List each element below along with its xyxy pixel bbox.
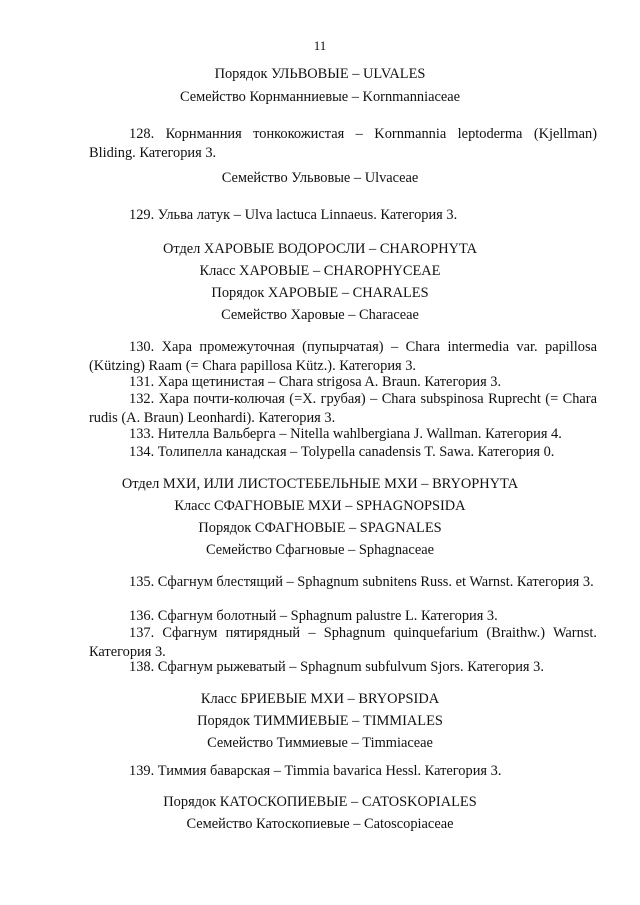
heading-division-charophyta: Отдел ХАРОВЫЕ ВОДОРОСЛИ – CHAROPHYTA [162, 241, 478, 257]
entry-text: Сфагнум пятирядный – Sphagnum quinquefarium (Braithw.) Warnst. Категория 3. [89, 625, 597, 660]
heading-order-catoskopiales: Порядок КАТОСКОПИЕВЫЕ – CATOSKOPIALES [163, 794, 477, 810]
entry-134 [89, 443, 597, 462]
entry-130 [89, 338, 597, 376]
page-number: 11 [313, 38, 327, 53]
entry-138 [89, 658, 597, 677]
heading-family-timmiaceae: Семейство Тиммиевые – Timmiaceae [207, 735, 433, 751]
entry-text: Тиммия баварская – Timmia bavarica Hessl. Категория 3. [157, 763, 502, 779]
entry-text: Хара почти-колючая (=Х. грубая) – Chara subspinosa Ruprecht (= Chara rudis (A. Braun) Leonhardi). Категория 3. [89, 391, 597, 426]
entry-number: 128. [129, 126, 155, 142]
entry-number: 139. [129, 763, 155, 779]
heading-family-characeae: Семейство Харовые – Characeae [221, 307, 419, 323]
entry-number: 130. [129, 339, 155, 355]
heading-class-sphagnopsida: Класс СФАГНОВЫЕ МХИ – SPHAGNOPSIDA [174, 498, 466, 514]
entry-129 [89, 206, 597, 225]
heading-family-sphagnaceae: Семейство Сфагновые – Sphagnaceae [206, 542, 434, 558]
heading-order-spagnales: Порядок СФАГНОВЫЕ – SPAGNALES [198, 520, 442, 536]
heading-order-charales: Порядок ХАРОВЫЕ – CHARALES [211, 285, 429, 301]
entry-text: Хара щетинистая – Chara strigosa A. Braun. Категория 3. [157, 374, 502, 390]
entry-133 [89, 425, 597, 444]
entry-number: 129. [129, 207, 155, 223]
heading-family-ulvaceae: Семейство Ульвовые – Ulvaceae [221, 170, 419, 186]
heading-class-bryopsida: Класс БРИЕВЫЕ МХИ – BRYOPSIDA [200, 691, 440, 707]
entry-number: 137. [129, 625, 155, 641]
heading-class-charophyceae: Класс ХАРОВЫЕ – CHAROPHYCEAE [199, 263, 441, 279]
entry-number: 136. [129, 608, 155, 624]
heading-order-ulvales: Порядок УЛЬВОВЫЕ – ULVALES [214, 66, 426, 82]
entry-text: Сфагнум рыжеватый – Sphagnum subfulvum Sjors. Категория 3. [157, 659, 544, 675]
entry-text: Хара промежуточная (пупырчатая) – Chara intermedia var. papillosa (Kützing) Raam (= Chara papillosa Kütz.). Категория 3. [89, 339, 597, 374]
entry-number: 134. [129, 444, 155, 460]
entry-137 [89, 624, 597, 662]
entry-text: Ульва латук – Ulva lactuca Linnaeus. Категория 3. [157, 207, 458, 223]
entry-number: 135. [129, 574, 155, 590]
entry-text: Корнманния тонкокожистая – Kornmannia leptoderma (Kjellman) Bliding. Категория 3. [89, 126, 597, 161]
heading-family-catoscopiaceae: Семейство Катоскопиевые – Catoscopiaceae [186, 816, 454, 832]
entry-number: 132. [129, 391, 155, 407]
entry-number: 133. [129, 426, 155, 442]
entry-text: Толипелла канадская – Tolypella canadensis T. Sawa. Категория 0. [157, 444, 555, 460]
heading-order-timmiales: Порядок ТИММИЕВЫЕ – TIMMIALES [197, 713, 443, 729]
entry-text: Сфагнум блестящий – Sphagnum subnitens Russ. et Warnst. Категория 3. [157, 574, 594, 590]
entry-128 [89, 125, 597, 163]
entry-text: Нителла Вальберга – Nitella wahlbergiana J. Wallman. Категория 4. [157, 426, 562, 442]
entry-135 [89, 573, 597, 592]
entry-132 [89, 390, 597, 428]
entry-number: 131. [129, 374, 155, 390]
heading-division-bryophyta: Отдел МХИ, ИЛИ ЛИСТОСТЕБЕЛЬНЫЕ МХИ – BRYOPHYTA [121, 476, 519, 492]
entry-139 [89, 762, 597, 781]
heading-family-kornmanniaceae: Семейство Корнманниевые – Kornmanniaceae [179, 89, 461, 105]
entry-text: Сфагнум болотный – Sphagnum palustre L. Категория 3. [157, 608, 498, 624]
entry-number: 138. [129, 659, 155, 675]
